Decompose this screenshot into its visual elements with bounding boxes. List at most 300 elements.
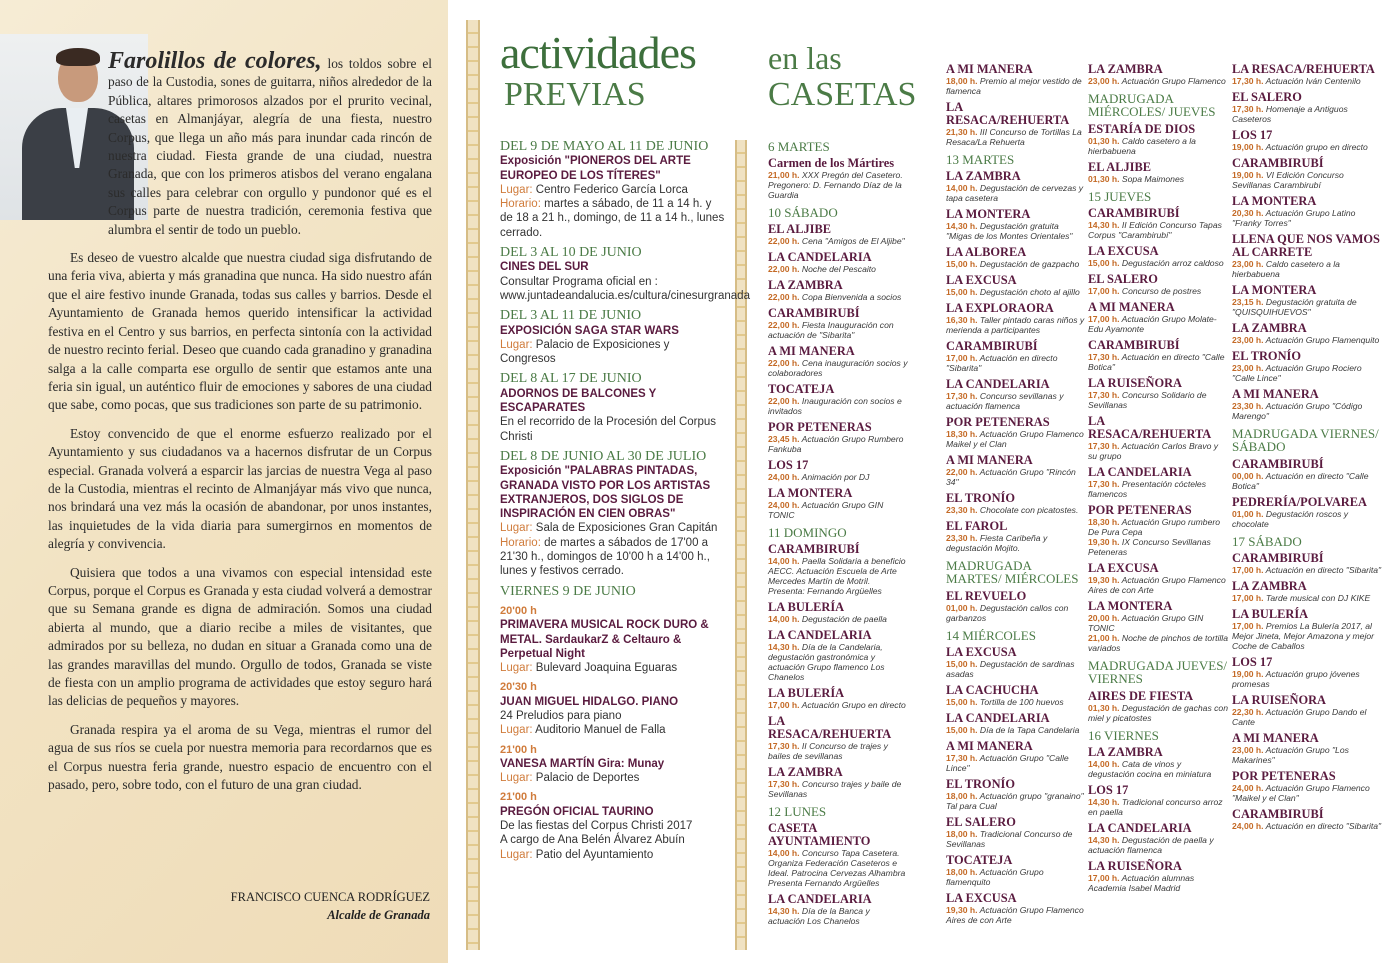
caseta-desc: Actuación Grupo "Rincón 34" [946,467,1076,487]
caseta-name: LOS 17 [1232,655,1273,669]
casetas-madrugada: MADRUGADA VIERNES/ SÁBADO [1232,426,1379,454]
caseta-desc: Concurso trajes y baile de Sevillanas [768,779,902,799]
previas-event-title: PRIMAVERA MUSICAL ROCK DURO & METAL. SardaukarZ & Celtauro & Perpetual Night [500,619,709,660]
caseta-desc: Fiesta Inauguración con actuación de "Sibarita" [768,320,894,340]
caseta-time: 23,00 h. [1232,335,1264,345]
caseta-desc: Degustación de gazpacho [977,259,1080,269]
caseta-name: LA MONTERA [1232,194,1317,208]
caseta-entry [768,434,908,454]
caseta-entry [1088,797,1228,817]
previas-detail [500,771,726,785]
caseta-desc: Actuación Grupo rumbero De Pura Cepa [1088,517,1220,537]
caseta-time: 15,00 h. [946,287,978,297]
previas-detail [500,521,726,535]
previas-detail [500,661,726,675]
signature-name: FRANCISCO CUENCA RODRÍGUEZ [230,890,430,904]
letter-p1: los toldos sobre el paso de la Custodia, sones de guitarra, niños alrededor de la Pública, altares primorosos alzados por el prurito vecinal, casetas en Almanjáyar, alegría de una fiesta, nuestro Corpus, que llega un año más para inundar cada rincón de nuestra ciudad. Fiesta grande de una ciudad, nuestra Granada, que con los primeros atisbos del verano engalana sus calles para celebrar con orgullo y pundonor qué es el Corpus parte de nuestra tradición, ceremonia festiva que alumbra el sentir de todo un pueblo. [108,56,432,237]
previas-detail-label: Horario: [500,536,541,549]
caseta-desc: Actuación en directo "Sibarita" [1263,565,1382,575]
caseta-name: LA CANDELARIA [946,377,1050,391]
caseta-desc: Caldo casetero a la hierbabuena [1088,136,1196,156]
caseta-desc: Presentación cócteles flamencos [1088,479,1206,499]
caseta-time: 14,30 h. [1088,220,1120,230]
caseta-name: A MI MANERA [1088,300,1175,314]
previas-detail-text: Auditorio Manuel de Falla [532,724,666,737]
caseta-name: LA CACHUCHA [946,683,1039,697]
caseta-time: 24,00 h. [768,472,800,482]
caseta-name: CARAMBIRUBÍ [1232,807,1324,821]
caseta-time: 14,00 h. [946,183,978,193]
caseta-name: LA ZAMBRA [1232,321,1307,335]
caseta-entry [768,614,908,624]
previas-date: DEL 3 AL 11 DE JUNIO [500,308,642,324]
caseta-entry [1088,517,1228,537]
caseta-time: 15,00 h. [946,259,978,269]
casetas-day: 11 DOMINGO [768,525,847,540]
caseta-time: 17,30 h. [1088,479,1120,489]
caseta-name: LA CANDELARIA [946,711,1050,725]
caseta-entry [768,320,908,340]
caseta-entry [946,221,1086,241]
previas-event-title: VANESA MARTÍN Gira: Munay [500,757,665,770]
signature [231,888,430,924]
caseta-desc: Actuación Grupo Latino "Franky Torres" [1232,208,1356,228]
previas-time: 20'00 h [500,604,537,617]
caseta-name: EL REVUELO [946,589,1027,603]
caseta-entry [946,353,1086,373]
caseta-entry [1232,471,1382,491]
caseta-name: CARAMBIRUBÍ [1088,206,1180,220]
caseta-entry [1232,821,1382,831]
caseta-desc: Degustación choto al ajillo [977,287,1080,297]
caseta-name: CARAMBIRUBÍ [1232,551,1324,565]
caseta-time: 18,00 h. [946,867,978,877]
caseta-desc: Paella Solidaria a beneficio AECC. Actuación Escuela de Arte Mercedes Martín de Motril. Presenta: Fernando Argüelles [768,556,906,596]
caseta-name: LA ZAMBRA [768,765,843,779]
caseta-entry [1232,363,1382,383]
caseta-name: EL SALERO [946,815,1016,829]
caseta-time: 23,30 h. [946,505,978,515]
caseta-time: 22,00 h. [768,396,800,406]
caseta-time: 23,30 h. [946,533,978,543]
caseta-entry [946,315,1086,335]
caseta-time: 23,00 h. [1232,259,1264,269]
caseta-time: 23,15 h. [1232,297,1264,307]
caseta-entry [1232,565,1382,575]
caseta-time: 17,30 h. [1088,441,1120,451]
caseta-time: 01,30 h. [1088,703,1120,713]
caseta-desc: Degustación gratuita de "QUISQUIHUEVOS" [1232,297,1357,317]
caseta-desc: Caldo casetero a la hierbabuena [1232,259,1340,279]
caseta-name: POR PETENERAS [946,415,1050,429]
previas-detail-text: Patio del Ayuntamiento [532,848,654,861]
caseta-desc: Actuación Grupo en directo [799,700,906,710]
caseta-desc: Tortilla de 100 huevos [977,697,1064,707]
caseta-time: 15,00 h. [946,659,978,669]
previas-detail-text: Consultar Programa oficial en : www.juntadeandalucia.es/cultura/cinesurgranada [500,275,750,302]
caseta-name: EL ALJIBE [768,222,832,236]
caseta-desc: Actuación Grupo "Calle Lince" [946,753,1069,773]
previas-date: DEL 3 AL 10 DE JUNIO [500,245,642,261]
caseta-entry [946,697,1086,707]
caseta-entry [1232,170,1382,190]
caseta-time: 21,30 h. [946,127,978,137]
caseta-time: 17,00 h. [1088,873,1120,883]
caseta-desc: Fiesta Caribeña y degustación Mojito. [946,533,1048,553]
caseta-desc: Actuación en directo "Sibarita" [946,353,1058,373]
caseta-time: 14,30 h. [1088,835,1120,845]
caseta-desc: Actuación Grupo Rociero "Calle Lince" [1232,363,1362,383]
caseta-desc: Actuación Grupo Rumbero Fankuba [768,434,904,454]
caseta-time: 24,00 h. [1232,783,1264,793]
casetas-day: 14 MIÉRCOLES [946,628,1036,643]
caseta-desc: Degustación arroz caldoso [1119,258,1224,268]
caseta-entry [768,642,908,682]
caseta-entry [1232,783,1382,803]
caseta-desc: Degustación roscos y chocolate [1232,509,1349,529]
caseta-entry [1232,401,1382,421]
page-title [500,20,940,120]
caseta-time: 21,00 h. [1088,633,1120,643]
caseta-entry [768,741,908,761]
caseta-time: 01,00 h. [1232,509,1264,519]
caseta-desc: Premio al mejor vestido de flamenca [946,76,1082,96]
caseta-entry [946,753,1086,773]
caseta-name: LA RUISEÑORA [1088,859,1182,873]
caseta-entry [946,533,1086,553]
caseta-entry [946,429,1086,449]
caseta-time: 23,00 h. [1088,76,1120,86]
caseta-desc: Actuación Grupo GIN TONIC [1088,613,1204,633]
previas-detail-label: Lugar: [500,522,533,535]
caseta-name: EL FAROL [946,519,1008,533]
caseta-name: ESTARÍA DE DIOS [1088,122,1196,136]
caseta-desc: III Concurso de Tortillas La Resaca/La Rehuerta [946,127,1082,147]
caseta-name: CARAMBIRUBÍ [768,306,860,320]
caseta-time: 22,00 h. [946,467,978,477]
caseta-desc: Homenaje a Antiguos Caseteros [1232,104,1348,124]
caseta-entry [768,848,908,888]
caseta-time: 22,00 h. [768,358,800,368]
caseta-time: 16,30 h. [946,315,978,325]
caseta-time: 14,00 h. [768,556,800,566]
caseta-time: 23,00 h. [1232,745,1264,755]
caseta-name: LA ALBOREA [946,245,1027,259]
previas-detail [500,197,726,240]
caseta-name: AIRES DE FIESTA [1088,689,1194,703]
caseta-entry [946,829,1086,849]
previas-detail-label: Lugar: [500,338,533,351]
caseta-time: 22,30 h. [1232,707,1264,717]
caseta-time: 22,00 h. [768,264,800,274]
caseta-entry [1232,509,1382,529]
caseta-name: LA EXCUSA [946,645,1017,659]
caseta-desc: Tradicional concurso arroz en paella [1088,797,1223,817]
caseta-desc: Actuación Grupo "Los Makarines" [1232,745,1349,765]
caseta-entry [1088,220,1228,240]
casetas-column-4 [1232,58,1382,831]
caseta-time: 18,00 h. [946,829,978,839]
caseta-entry [1232,745,1382,765]
caseta-desc: Actuación Grupo Molate-Edu Ayamonte [1088,314,1217,334]
caseta-entry [1088,633,1228,653]
letter-p3: Estoy convencido de que el enorme esfuerzo realizado por el Ayuntamiento y sus ciudadanos va a hacernos disfrutar de un Corpus especial. Granada volverá a esparcir las jarcias de nuestra Vega al paso de la Custodia, mientras el recinto de Almanjáyar más vivo que nunca, nos brindará una vez más la ocasión de abandonar, por unos instantes, las inquietudes de la vida diaria para sumergirnos en momentos de alegría y convivencia. [48,425,432,552]
casetas-day: 16 VIERNES [1088,728,1159,743]
caseta-desc: Degustación de sardinas asadas [946,659,1075,679]
caseta-entry [1232,259,1382,279]
caseta-time: 21,00 h. [768,170,800,180]
caseta-desc: Día de la Tapa Candelaria [977,725,1080,735]
previas-time: 21'00 h [500,791,537,804]
caseta-name: LA EXPLORAORA [946,301,1054,315]
caseta-name: LA CANDELARIA [768,892,872,906]
caseta-time: 14,00 h. [768,614,800,624]
casetas-madrugada: MADRUGADA JUEVES/ VIERNES [1088,658,1228,686]
caseta-desc: Taller pintado caras niños y merienda a participantes [946,315,1085,335]
caseta-time: 18,00 h. [946,791,978,801]
caseta-time: 23,00 h. [1232,363,1264,373]
caseta-desc: Actuación Grupo GIN TONIC [768,500,884,520]
caseta-entry [946,76,1086,96]
previas-detail [500,723,726,737]
caseta-time: 22,00 h. [768,236,800,246]
previas-date: DEL 8 AL 17 DE JUNIO [500,371,642,387]
caseta-time: 17,30 h. [1232,76,1264,86]
caseta-name: TOCATEJA [768,382,835,396]
previas-detail-label: Lugar: [500,724,533,737]
caseta-name: LOS 17 [768,458,809,472]
caseta-entry [768,556,908,596]
caseta-name: A MI MANERA [946,453,1033,467]
caseta-entry [1232,593,1382,603]
caseta-entry [768,236,908,246]
previas-detail-label: Lugar: [500,183,533,196]
previas-time: 20'30 h [500,681,537,694]
caseta-name: LA MONTERA [1088,599,1173,613]
caseta-entry [1088,613,1228,633]
caseta-desc: Concurso sevillanas y actuación flamenca [946,391,1064,411]
caseta-entry [768,472,908,482]
caseta-desc: Actuación Grupo flamenquito [946,867,1044,887]
caseta-name: LA MONTERA [946,207,1031,221]
caseta-time: 17,30 h. [1088,390,1120,400]
previas-event-title: PREGÓN OFICIAL TAURINO [500,805,654,818]
caseta-time: 18,30 h. [1088,517,1120,527]
caseta-entry [1232,707,1382,727]
caseta-name: LA ZAMBRA [1088,62,1163,76]
caseta-desc: Noche del Pescaito [799,264,876,274]
caseta-entry [768,396,908,416]
caseta-name: POR PETENERAS [1088,503,1192,517]
caseta-entry [1088,76,1228,86]
casetas-day: 12 LUNES [768,804,827,819]
caseta-name: CARAMBIRUBÍ [768,542,860,556]
caseta-desc: Cena "Amigos de El Aljibe" [799,236,905,246]
previas-detail [500,536,726,579]
caseta-entry [1088,479,1228,499]
caseta-desc: Actuación en directo "Calle Botica" [1088,352,1225,372]
caseta-entry [946,725,1086,735]
caseta-name: PEDRERÍA/POLVAREA [1232,495,1367,509]
caseta-entry [1232,76,1382,86]
caseta-entry [1088,390,1228,410]
previas-event-title: Exposición "PIONEROS DEL ARTE EUROPEO DE LOS TÍTERES" [500,155,691,182]
caseta-desc: Inauguración con socios e invitados [768,396,902,416]
caseta-name: Carmen de los Mártires [768,156,895,170]
caseta-time: 01,00 h. [946,603,978,613]
casetas-column-3 [1088,58,1228,893]
caseta-name: LOS 17 [1088,783,1129,797]
previas-event-title: EXPOSICIÓN SAGA STAR WARS [500,324,679,337]
caseta-desc: IX Concurso Sevillanas Peteneras [1088,537,1211,557]
caseta-name: LA RUISEÑORA [1232,693,1326,707]
caseta-entry [1232,297,1382,317]
caseta-desc: Premios La Bulería 2017, al Mejor Jineta, Mejor Amazona y mejor Coche de Caballos [1232,621,1375,651]
caseta-name: LA RESACA/REHUERTA [1088,414,1212,441]
caseta-desc: Sopa Maimones [1119,174,1185,184]
caseta-entry [1088,314,1228,334]
caseta-name: EL TRONÍO [946,777,1015,791]
caseta-entry [768,500,908,520]
caseta-desc: Actuación Grupo "Código Marengo" [1232,401,1363,421]
casetas-day: 13 MARTES [946,152,1015,167]
caseta-entry [1232,104,1382,124]
caseta-desc: Actuación Carlos Bravo y su grupo [1088,441,1219,461]
caseta-time: 14,30 h. [768,906,800,916]
caseta-time: 14,30 h. [768,642,800,652]
caseta-time: 17,00 h. [1232,621,1264,631]
caseta-desc: XXX Pregón del Casetero. Pregonero: D. Fernando Díaz de la Guardia [768,170,903,200]
caseta-time: 23,30 h. [1232,401,1264,411]
caseta-name: A MI MANERA [946,62,1033,76]
caseta-time: 24,00 h. [768,500,800,510]
caseta-desc: Actuación Grupo Flamenquito [1263,335,1380,345]
caseta-name: A MI MANERA [946,739,1033,753]
previas-detail-text: Palacio de Exposiciones y Congresos [500,338,670,366]
previas-detail-text: Palacio de Deportes [532,772,640,785]
caseta-name: LA CANDELARIA [768,628,872,642]
casetas-day: 6 MARTES [768,139,830,154]
caseta-entry [768,700,908,710]
caseta-time: 22,00 h. [768,320,800,330]
caseta-name: LA EXCUSA [946,891,1017,905]
caseta-desc: Concurso Solidario de Sevillanas [1088,390,1207,410]
caseta-name: CARAMBIRUBÍ [1088,338,1180,352]
caseta-desc: Noche de pinchos de tortilla variados [1088,633,1228,653]
caseta-name: LA RESACA/REHUERTA [1232,62,1375,76]
caseta-time: 17,00 h. [1088,286,1120,296]
caseta-desc: Actuación grupo en directo [1263,142,1368,152]
caseta-name: CASETA AYUNTAMIENTO [768,821,871,848]
caseta-desc: Actuación Grupo Flamenco Aires de con Arte [946,905,1084,925]
caseta-time: 24,00 h. [1232,821,1264,831]
caseta-entry [946,127,1086,147]
caseta-desc: Día de la Banca y actuación Los Chanelos [768,906,870,926]
caseta-name: LA ZAMBRA [768,278,843,292]
previas-detail-text: Sala de Exposiciones Gran Capitán [532,522,718,535]
caseta-time: 18,30 h. [946,429,978,439]
casetas-madrugada: MADRUGADA MARTES/ MIÉRCOLES [946,558,1079,586]
caseta-entry [768,906,908,926]
letter-p2: Es deseo de vuestro alcalde que nuestra ciudad siga disfrutando de una feria viva, abierta y más granadina que nunca. Ha sido nuestro afán que el aire festivo inunde Granada, todas sus calles y barrios. Desde el Ayuntamiento de Granada hemos querido intensificar la actividad festiva en el Centro y sus barrios, en perfecta sintonía con la actividad de nuestro recinto ferial. Deseo que cuando cada granadino y granadina salga a la calle comparta ese orgullo de sentir que estamos ante una feria sin igual, un auténtico fluir de emociones y sabores de una ciudad que sabe, como pocas, que sus tradiciones son parte de su patrimonio. [48,250,432,413]
caseta-name: POR PETENERAS [768,420,872,434]
caseta-entry [946,905,1086,925]
caseta-name: A MI MANERA [1232,731,1319,745]
caseta-entry [1088,286,1228,296]
caseta-name: EL TRONÍO [946,491,1015,505]
caseta-time: 17,00 h. [1232,565,1264,575]
previas-detail-label: Lugar: [500,772,533,785]
caseta-desc: II Concurso de trajes y bailes de sevillanas [768,741,888,761]
caseta-time: 19,00 h. [1232,142,1264,152]
caseta-desc: Degustación callos con garbanzos [946,603,1069,623]
casetas-day: 17 SÁBADO [1232,534,1302,549]
caseta-name: A MI MANERA [768,344,855,358]
caseta-desc: Actuación Grupo Flamenco "Maikel y el Clan" [1232,783,1370,803]
caseta-desc: Degustación gratuita "Migas de los Montes Orientales" [946,221,1073,241]
caseta-time: 14,00 h. [768,848,800,858]
caseta-name: POR PETENERAS [1232,769,1336,783]
caseta-time: 22,00 h. [768,292,800,302]
previas-event-title: CINES DEL SUR [500,261,589,274]
caseta-entry [1232,142,1382,152]
caseta-time: 01,30 h. [1088,136,1120,146]
title-en-las: en las [768,40,842,76]
caseta-time: 20,30 h. [1232,208,1264,218]
signature-role: Alcalde de Granada [327,908,430,922]
caseta-time: 17,30 h. [768,741,800,751]
previas-detail-text: Bulevard Joaquina Eguaras [532,662,678,675]
caseta-name: EL SALERO [1088,272,1158,286]
caseta-desc: Chocolate con picatostes. [977,505,1079,515]
previas-detail [500,833,726,847]
caseta-entry [946,467,1086,487]
previas-detail-label: Lugar: [500,848,533,861]
letter-text [48,48,432,804]
caseta-name: LA ZAMBRA [1088,745,1163,759]
caseta-desc: Actuación grupo "granaino" Tal para Cual [946,791,1084,811]
previas-detail [500,709,726,723]
caseta-name: LA ZAMBRA [946,169,1021,183]
caseta-entry [1088,703,1228,723]
caseta-desc: Cata de vinos y degustación cocina en miniatura [1088,759,1212,779]
caseta-time: 19,30 h. [1088,537,1120,547]
caseta-desc: Copa Bienvenida a socios [799,292,902,302]
caseta-time: 15,00 h. [1088,258,1120,268]
caseta-entry [946,183,1086,203]
previas-detail-text: martes a sábado, de 11 a 14 h. y de 18 a 21 h., domingo, de 11 a 14 h., lunes cerrado. [500,198,725,239]
caseta-entry [1232,669,1382,689]
caseta-entry [946,287,1086,297]
title-actividades: actividades [500,27,696,78]
letter-lead: Farolillos de colores, [108,48,322,74]
caseta-desc: Actuación Grupo Flamenco Maikel y el Clan [946,429,1084,449]
casetas-day: 10 SÁBADO [768,205,838,220]
caseta-entry [768,358,908,378]
caseta-desc: Actuación en directo "Calle Botica" [1232,471,1369,491]
caseta-name: LA MONTERA [768,486,853,500]
caseta-entry [768,292,908,302]
previas-detail-text: Centro Federico García Lorca [532,183,688,196]
previas-detail-label: Horario: [500,198,541,211]
caseta-desc: Degustación de cervezas y tapa casetera [946,183,1084,203]
caseta-entry [768,264,908,274]
caseta-time: 14,30 h. [946,221,978,231]
caseta-desc: II Edición Concurso Tapas Corpus "Carambirubí" [1088,220,1222,240]
caseta-time: 17,30 h. [1232,104,1264,114]
caseta-entry [1088,352,1228,372]
caseta-desc: Actuación grupo jóvenes promesas [1232,669,1360,689]
